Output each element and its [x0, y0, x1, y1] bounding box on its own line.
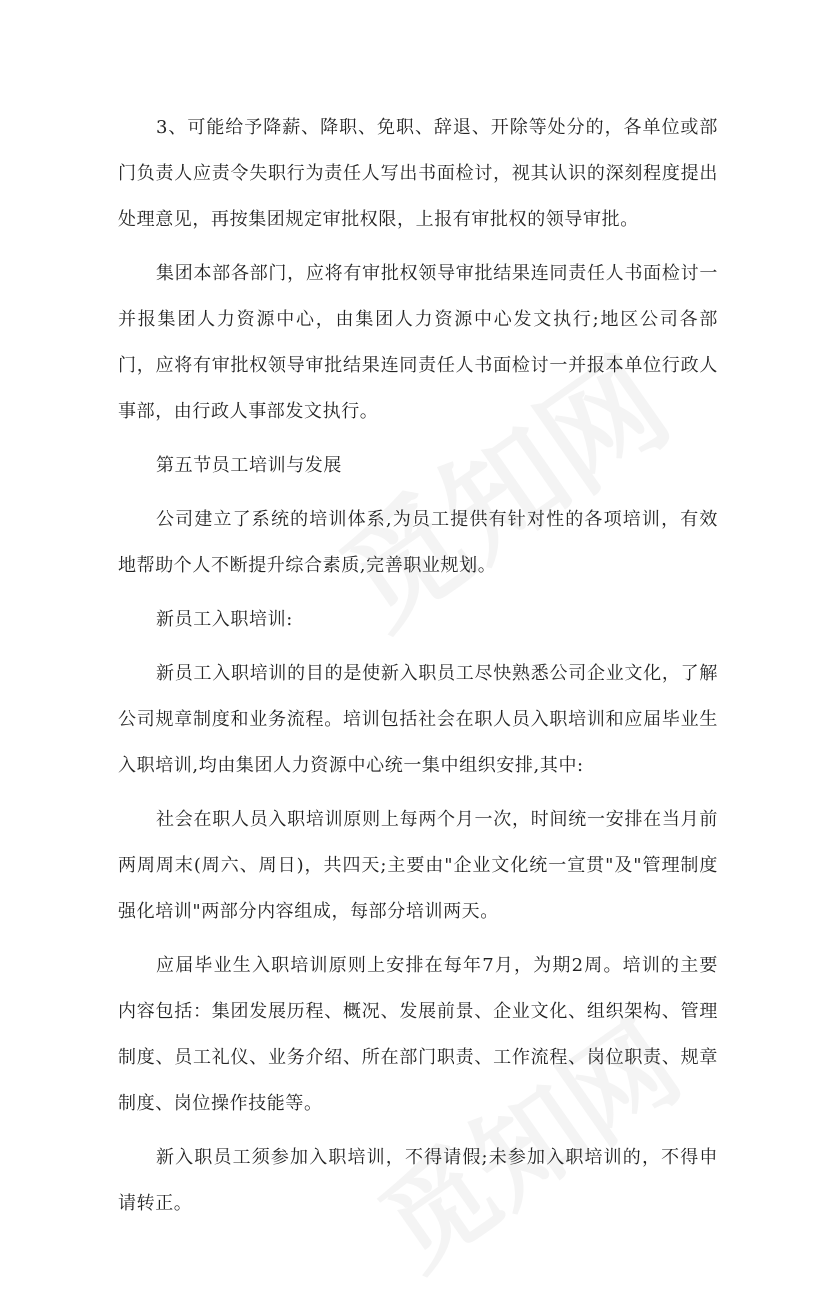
paragraph-approval-submission: 集团本部各部门，应将有审批权领导审批结果连同责任人书面检讨一并报集团人力资源中心，由集团人力资源中心发文执行;地区公司各部门，应将有审批权领导审批结果连同责任人书面检讨一并报本单位行政人事部，由行政人事部发文执行。: [118, 263, 718, 422]
paragraph-mandatory-attendance: 新入职员工须参加入职培训，不得请假;未参加入职培训的，不得申请转正。: [118, 1147, 718, 1214]
paragraph-penalty-review: 3、可能给予降薪、降职、免职、辞退、开除等处分的，各单位或部门负责人应责令失职行为责任人写出书面检讨，视其认识的深刻程度提出处理意见，再按集团规定审批权限，上报有审批权的领导审批。: [118, 117, 718, 230]
paragraph-training-system: 公司建立了系统的培训体系,为员工提供有针对性的各项培训，有效地帮助个人不断提升综合素质,完善职业规划。: [118, 509, 718, 576]
section-heading-training: 第五节员工培训与发展: [156, 455, 342, 476]
document-body: [118, 105, 718, 1235]
paragraph-social-hire-training: 社会在职人员入职培训原则上每两个月一次，时间统一安排在当月前两周周末(周六、周日)，共四天;主要由"企业文化统一宣贯"及"管理制度强化培训"两部分内容组成，每部分培训两天。: [118, 809, 718, 922]
paragraph-training-purpose: 新员工入职培训的目的是使新入职员工尽快熟悉公司企业文化，了解公司规章制度和业务流程。培训包括社会在职人员入职培训和应届毕业生入职培训,均由集团人力资源中心统一集中组织安排,其中:: [118, 663, 718, 776]
paragraph-graduate-training: 应届毕业生入职培训原则上安排在每年7月，为期2周。培训的主要内容包括：集团发展历程、概况、发展前景、企业文化、组织架构、管理制度、员工礼仪、业务介绍、所在部门职责、工作流程、岗位职责、规章制度、岗位操作技能等。: [118, 955, 718, 1114]
subheading-new-employee-training: 新员工入职培训:: [156, 609, 293, 630]
